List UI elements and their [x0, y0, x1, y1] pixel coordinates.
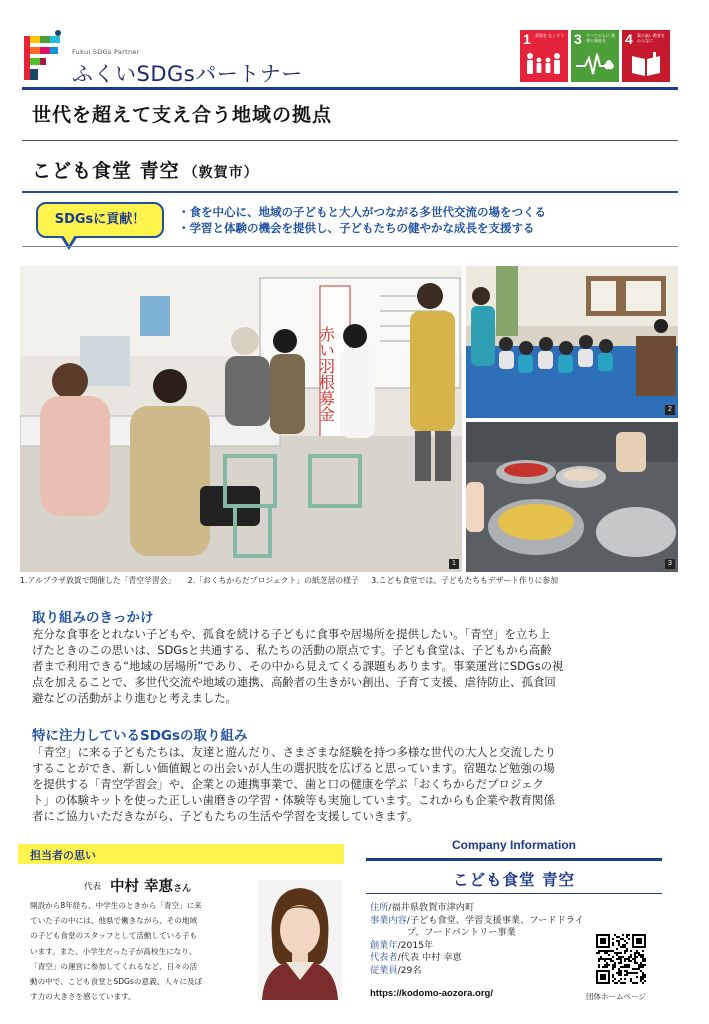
- row-value: 2015年: [400, 939, 434, 951]
- book-icon: [626, 50, 666, 78]
- body-line: げたときのこの思いは、SDGsと共通する、私たちの活動の原点です。子ども食堂は、子どもから高齢: [32, 643, 552, 657]
- sdg-goal-label: 質の高い教育を みんなに: [637, 33, 665, 43]
- photo-kamishibai: [466, 266, 678, 418]
- message-line: 動の中で、こども食堂とSDGsの意義、人々に及ぼ: [30, 977, 203, 987]
- sdg-goal-label: 貧困を なくそう: [535, 33, 565, 38]
- organization-name: こども食堂 青空: [32, 160, 180, 182]
- section-body-motivation: [32, 626, 672, 706]
- message-line: います。また、小学生だった子が高校生になり、: [30, 946, 197, 956]
- row-value: 子ども食堂、学習支援事業、フードドライ: [409, 914, 584, 926]
- contribution-item: ・学習と体験の機会を提供し、子どもたちの健やかな成長を支援する: [178, 221, 535, 235]
- badge-tail-fill: [63, 235, 75, 245]
- representative-header-label: 担当者の思い: [30, 849, 96, 862]
- company-info-row: [370, 940, 590, 953]
- representative-honorific: さん: [173, 884, 192, 894]
- body-line: することができ、新しい価値観との出会いが人生の選択肢を広げると思っています。宿題など勉強の場: [32, 761, 555, 775]
- body-line: を提供する「青空学習会」や、企業との連携事業で、歯と口の健康を学ぶ「おくちからだプロジェク: [32, 777, 544, 791]
- sdg-goal-icons: [520, 30, 670, 82]
- message-line: の子ども食堂のスタッフとして活動している子も: [30, 931, 198, 941]
- contribution-item: ・食を中心に、地域の子どもと大人がつながる多世代交流の場をつくる: [178, 205, 546, 219]
- company-info-row: [370, 915, 590, 928]
- representative-role: 代表: [84, 882, 102, 892]
- company-info-rule-top: [366, 858, 662, 861]
- row-sep: /: [388, 902, 392, 913]
- heartbeat-icon: [575, 50, 615, 78]
- row-key: 住所: [370, 902, 389, 913]
- photo-number: 3: [665, 559, 675, 569]
- representative-name-text: 中村 幸恵: [110, 879, 174, 895]
- row-value: 福井県敦賀市津内町: [391, 902, 475, 913]
- sdg-goal-number: 3: [574, 31, 582, 47]
- dessert-making-illustration: [466, 422, 678, 572]
- kamishibai-illustration: [466, 266, 678, 418]
- page-title: 世代を超えて支え合う地域の拠点: [32, 104, 333, 126]
- photo-dessert-making: [466, 422, 678, 572]
- row-sep: /: [406, 914, 410, 926]
- company-name: こども食堂 青空: [453, 871, 575, 889]
- row-sep: /: [397, 964, 401, 976]
- representative-portrait: [258, 880, 342, 1000]
- photo-captions: [20, 575, 568, 586]
- fukui-sdgs-logo-icon: [22, 30, 66, 82]
- sdgs-contribution-badge: SDGsに貢献！: [36, 202, 164, 238]
- row-key: 代表者: [370, 952, 398, 963]
- title-divider: [22, 140, 678, 141]
- body-line: 充分な食事をとれない子どもや、孤食を続ける子どもに食事や居場所を提供したい。「青空」を立ち上: [32, 627, 551, 641]
- page-header: [0, 0, 709, 92]
- body-line: ト」の体験キットを使った正しい歯磨きの学習・体験等も実施しています。これからも企業や教育関係: [32, 793, 555, 807]
- sdg-goal-3: [571, 30, 619, 82]
- sdg-goal-1: [520, 30, 568, 82]
- row-sep: /: [397, 939, 401, 951]
- row-value: 代表 中村 幸恵: [400, 952, 462, 963]
- photo-caption: 3.こども食堂では、子どもたちもデザート作りに参加: [371, 576, 559, 585]
- contribution-list: [178, 204, 546, 236]
- body-line: 避などの活動がより進むと考えました。: [32, 691, 238, 705]
- header-divider: [22, 87, 678, 90]
- partner-small-label: Fukui SDGs Partner: [72, 48, 140, 56]
- company-info-row: [370, 902, 590, 915]
- row-key: 従業員: [370, 964, 398, 976]
- company-url-link[interactable]: https://kodomo-aozora.org/: [370, 988, 493, 999]
- photo-caption: 1.アルプラザ敦賀で開催した「青空学習会」: [20, 576, 176, 585]
- sdg-goal-label: すべての人に 健康と福祉を: [586, 33, 616, 43]
- body-line: 「青空」に来る子どもたちは、友達と遊んだり、さまざまな経験を持つ多様な世代の大人と交流したり: [32, 745, 556, 759]
- photo-number: 2: [665, 405, 675, 415]
- message-line: ていた子の中には、他県で働きながら、その地域: [30, 916, 198, 926]
- representative-photo: [258, 880, 342, 1000]
- partner-title: ふくいSDGsパートナー: [72, 62, 303, 86]
- organization-city: （敦賀市）: [183, 165, 259, 181]
- study-session-illustration: [20, 266, 462, 572]
- qr-code-icon[interactable]: [596, 934, 646, 984]
- section-heading-focus: 特に注力しているSDGsの取り組み: [32, 728, 248, 744]
- message-line: 「青空」の運営に参加してくれるなど、日々の活: [30, 961, 198, 971]
- banner-text: 赤い羽根募金: [316, 326, 336, 422]
- row-value: プ、フードパントリー事業: [370, 927, 516, 938]
- family-icon: [524, 50, 564, 78]
- company-info-row: [370, 952, 590, 965]
- qr-code-label: 団体ホームページ: [586, 992, 646, 1001]
- contribution-divider: [22, 246, 678, 247]
- company-info-row: [370, 927, 590, 940]
- company-info-row: [370, 965, 590, 978]
- sdg-goal-number: 1: [523, 31, 531, 47]
- body-line: 点を加えることで、多世代交流や地域の連携、高齢者の生きがい創出、子育て支援、虐待防止、孤食回: [32, 675, 556, 689]
- organization-title: [32, 156, 259, 183]
- row-value: 29名: [400, 964, 422, 976]
- body-line: 者まで利用できる“地域の居場所”であり、その中から見えてくる課題もあります。事業運営にSDGsの視: [32, 659, 564, 673]
- photo-number: 1: [449, 559, 459, 569]
- photo-caption: 2.「おくちからだプロジェクト」の紙芝居の様子: [187, 576, 359, 585]
- sdg-goal-number: 4: [625, 31, 633, 47]
- representative-message: [30, 898, 260, 1004]
- org-divider: [22, 191, 678, 193]
- message-line: す力の大きさを感じています。: [30, 992, 136, 1002]
- company-info-rule-mid: [366, 893, 662, 894]
- company-info-heading: Company Information: [451, 838, 576, 852]
- sdg-goal-4: [622, 30, 670, 82]
- row-sep: /: [397, 952, 401, 963]
- row-key: 事業内容: [370, 914, 407, 926]
- section-heading-motivation: 取り組みのきっかけ: [32, 610, 154, 626]
- company-info-rows: [370, 902, 590, 977]
- row-key: 創業年: [370, 939, 398, 951]
- body-line: 者にご協力いただきながら、子どもたちの生活や学習を支援していきます。: [32, 809, 419, 823]
- message-line: 開設から8年経ち、中学生のときから「青空」に来: [30, 901, 202, 910]
- photo-study-session: [20, 266, 462, 572]
- representative-name: [110, 875, 191, 896]
- section-body-focus: [32, 744, 672, 824]
